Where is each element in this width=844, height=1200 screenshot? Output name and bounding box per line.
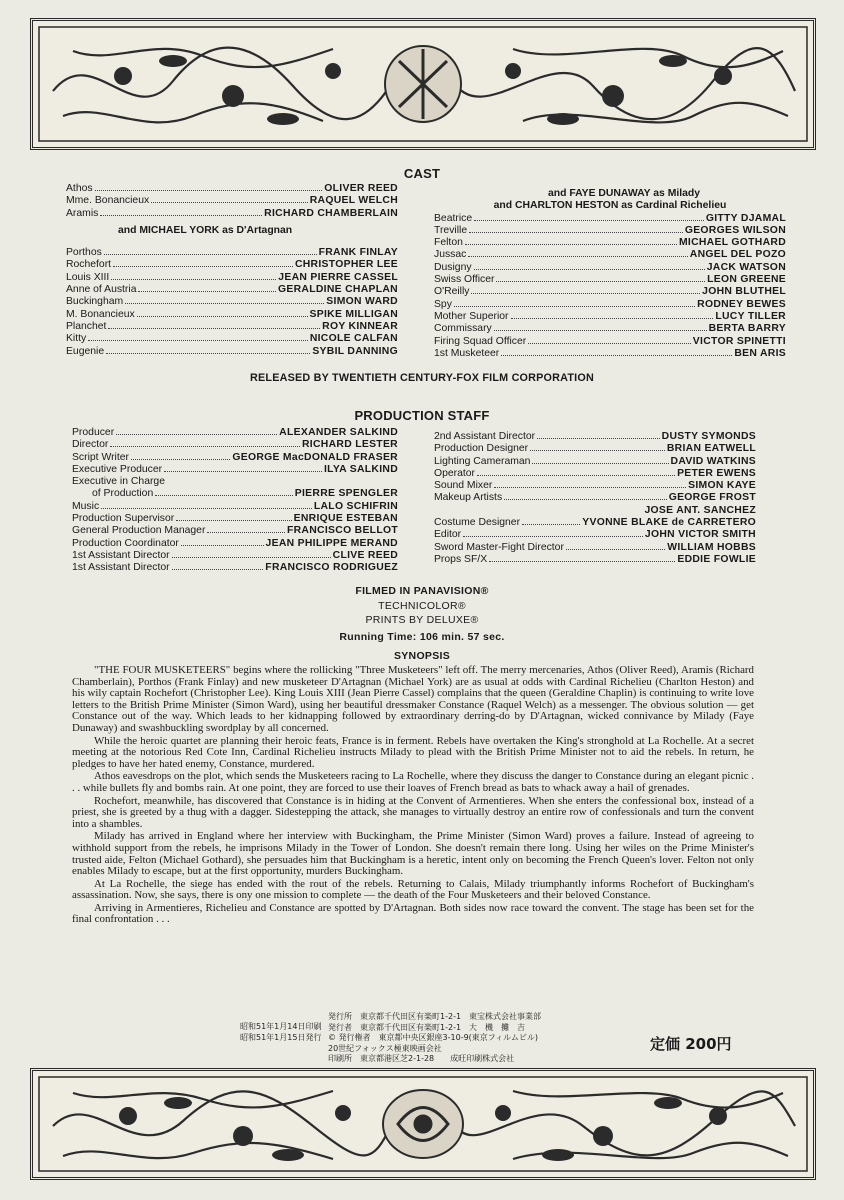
cast-row: Felton MICHAEL GOTHARD <box>434 237 786 249</box>
synopsis-paragraph: Milady has arrived in England where her interview with Buckingham, the Prime Minister (Simon Ward) proves a failure. Instead of agreeing to withhold support from the rebels, he imprisons Milady in the Tower of London. She doesn't remain there long. Using her wiles on the Prime Minister's trusted aide, Felton (Michael Gothard), she persuades him that Buckingham is a heretic, intent only on becoming the French Queen's lover. Felton not only enables Milady to escape, but at the first opportunity, murders Buckingham. <box>72 830 754 878</box>
synopsis-paragraph: "THE FOUR MUSKETEERS" begins where the rollicking "Three Musketeers" left off. The merry mercenaries, Athos (Oliver Reed), Aramis (Richard Chamberlain), Porthos (Frank Finlay) and new musketeer D'Artagnan (Michael York) are as usual at odds with Cardinal Richelieu (Charlton Heston) and his wily captain Rochefort (Christopher Lee). King Louis XIII (Jean Pierre Cassel) complains that the queen (Geraldine Chaplin) is continuing to write love letters to the British Prime Minister (Simon Ward), using her beautiful dressmaker Constance (Raquel Welch) as a messenger. The obvious solution — get Constance out of the way. Which leads to her kidnapping followed by extraordinary derring-do by D'Artagnan, wicked connivance by Milady (Faye Dunaway) and swashbuckling swordplay by all concerned. <box>72 664 754 734</box>
staff-row: Sound Mixer SIMON KAYE <box>434 480 756 492</box>
colophon-line: 20世紀フォックス極東映画会社 <box>128 1043 442 1053</box>
cast-row: Beatrice GITTY DJAMAL <box>434 212 786 224</box>
deluxe-line: PRINTS BY DELUXE® <box>365 614 479 626</box>
cast-row: Swiss Officer LEON GREENE <box>434 274 786 286</box>
cast-row: Treville GEORGES WILSON <box>434 224 786 236</box>
cast-row: Dusigny JACK WATSON <box>434 261 786 273</box>
cast-row: Planchet ROY KINNEAR <box>66 320 398 332</box>
ornament-illustration <box>33 1071 813 1177</box>
colophon-line: 印刷所 東京都港区芝2-1-28 成旺印刷株式会社 <box>328 1054 515 1064</box>
production-staff-heading: PRODUCTION STAFF <box>354 408 490 423</box>
cast-row: 1st Musketeer BEN ARIS <box>434 347 786 359</box>
cast-row: Athos OLIVER REED <box>66 183 398 194</box>
colophon-dates <box>240 1022 321 1043</box>
michael-york-credit: and MICHAEL YORK as D'Artagnan <box>118 224 293 236</box>
cast-row: Spy RODNEY BEWES <box>434 298 786 310</box>
staff-row: JOSE ANT. SANCHEZ <box>644 504 756 516</box>
staff-row: Lighting Cameraman DAVID WATKINS <box>434 455 756 467</box>
staff-row: of Production PIERRE SPENGLER <box>92 488 398 500</box>
cast-heading: CAST <box>403 166 441 181</box>
staff-row: Sword Master-Fight Director WILLIAM HOBBS <box>434 541 756 553</box>
cast-row: O'Reilly JOHN BLUTHEL <box>434 286 786 298</box>
cast-row: Jussac ANGEL DEL POZO <box>434 249 786 261</box>
running-time: Running Time: 106 min. 57 sec. <box>339 631 505 643</box>
synopsis-text <box>72 665 754 927</box>
staff-row: Executive in Charge <box>72 476 165 488</box>
synopsis-paragraph: Arriving in Armentieres, Richelieu and Constance are spotted by D'Artagnan. Both sides now race toward the convent. The stage has been set for the final confrontation . . . <box>72 901 754 926</box>
synopsis-paragraph: Athos eavesdrops on the plot, which sends the Musketeers racing to La Rochelle, where they discuss the danger to Constance during an elegant picnic . . . while bullets fly and bombs rain. At one point, they are forced to use their loaves of French bread as bats to whack away a hail of grenades. <box>72 770 754 794</box>
staff-row: Props SF/X EDDIE FOWLIE <box>434 553 756 565</box>
price-label: 定価 200円 <box>650 1035 732 1053</box>
staff-row: Production Designer BRIAN EATWELL <box>434 443 756 455</box>
cast-row: Buckingham SIMON WARD <box>66 296 398 308</box>
cast-row: Firing Squad Officer VICTOR SPINETTI <box>434 335 786 347</box>
staff-row: General Production Manager FRANCISCO BELLOT <box>72 525 398 537</box>
staff-left-column <box>72 427 398 575</box>
staff-row: Operator PETER EWENS <box>434 467 756 479</box>
staff-row: Music LALO SCHIFRIN <box>72 500 398 512</box>
colophon-line: 発行者 東京都千代田区有楽町1-2-1 大 機 攤 吉 <box>328 1022 526 1032</box>
colophon-line: © 発行権者 東京都中央区銀座3-10-9(東京フィルムビル) <box>328 1033 538 1043</box>
staff-row: Editor JOHN VICTOR SMITH <box>434 529 756 541</box>
cast-row: Mme. Bonancieux RAQUEL WELCH <box>66 195 398 207</box>
cast-row: Porthos FRANK FINLAY <box>66 247 398 259</box>
colophon-line: 発行所 東京都千代田区有楽町1-2-1 東宝株式会社事業部 <box>328 1012 542 1021</box>
bottom-ornamental-banner <box>30 1068 816 1180</box>
faye-dunaway-credit: and FAYE DUNAWAY as Milady <box>547 188 701 199</box>
staff-row: 1st Assistant Director FRANCISCO RODRIGUEZ <box>72 562 398 574</box>
staff-row: Producer ALEXANDER SALKIND <box>72 427 398 438</box>
released-by-line: RELEASED BY TWENTIETH CENTURY-FOX FILM CORPORATION <box>250 372 594 384</box>
staff-row: Executive Producer ILYA SALKIND <box>72 463 398 475</box>
cast-row: M. Bonancieux SPIKE MILLIGAN <box>66 308 398 320</box>
top-ornamental-banner <box>30 18 816 150</box>
staff-row: 2nd Assistant Director DUSTY SYMONDS <box>434 431 756 442</box>
cast-row: Commissary BERTA BARRY <box>434 323 786 335</box>
synopsis-paragraph: At La Rochelle, the siege has ended with the rout of the rebels. Returning to Calais, Milady triumphantly informs Rochefort of Buckingham's assassination. Now, she says, there is ony one mission to complete — the death of the Four Musketeers and their beloved Constance. <box>72 877 754 902</box>
publish-date: 昭和51年1月15日発行 <box>240 1032 322 1042</box>
cast-row: Aramis RICHARD CHAMBERLAIN <box>66 207 398 219</box>
synopsis-paragraph: Rochefort, meanwhile, has discovered that Constance is in hiding at the Convent of Armentieres. When she enters the confessional box, instead of a priest, she is greeted by a thug with a dagger. Sidestepping the attack, she manages to virtually destroy an entire row of confessionals and turn the convent into a shambles. <box>72 794 754 830</box>
staff-row: Production Coordinator JEAN PHILIPPE MERAND <box>72 537 398 549</box>
staff-row: 1st Assistant Director CLIVE REED <box>72 549 398 561</box>
synopsis-heading: SYNOPSIS <box>393 650 451 662</box>
cast-row: Eugenie SYBIL DANNING <box>66 345 398 357</box>
cast-left-column <box>66 183 398 358</box>
staff-row: Costume Designer YVONNE BLAKE de CARRETERO <box>434 517 756 529</box>
technicolor-line: TECHNICOLOR® <box>378 600 466 612</box>
cast-row: Rochefort CHRISTOPHER LEE <box>66 259 398 271</box>
staff-right-column <box>434 431 756 566</box>
charlton-heston-credit: and CHARLTON HESTON as Cardinal Richelieu <box>493 200 727 212</box>
cast-row: Anne of Austria GERALDINE CHAPLAN <box>66 284 398 296</box>
synopsis-paragraph: While the heroic quartet are planning their heroic feats, France is in ferment. Rebels have overtaken the King's stronghold at La Rochelle. At a secret meeting at the notorious Red Cote Inn, Cardinal Richelieu instructs Milady to plead with the British Prime Minister not to aid the rebels. In return, he pledges to have her hated enemy, Constance, murdered. <box>72 734 754 770</box>
print-date: 昭和51年1月14日印刷 <box>240 1022 322 1031</box>
cast-row: Mother Superior LUCY TILLER <box>434 310 786 322</box>
staff-row: Makeup Artists GEORGE FROST <box>434 492 756 504</box>
ornament-illustration <box>33 21 813 147</box>
cast-row: Kitty NICOLE CALFAN <box>66 333 398 345</box>
cast-row: Louis XIII JEAN PIERRE CASSEL <box>66 271 398 283</box>
staff-row: Script Writer GEORGE MacDONALD FRASER <box>72 451 398 463</box>
staff-row: Production Supervisor ENRIQUE ESTEBAN <box>72 513 398 525</box>
panavision-line: FILMED IN PANAVISION® <box>355 585 489 597</box>
cast-right-column <box>434 188 786 360</box>
staff-row: Director RICHARD LESTER <box>72 439 398 451</box>
